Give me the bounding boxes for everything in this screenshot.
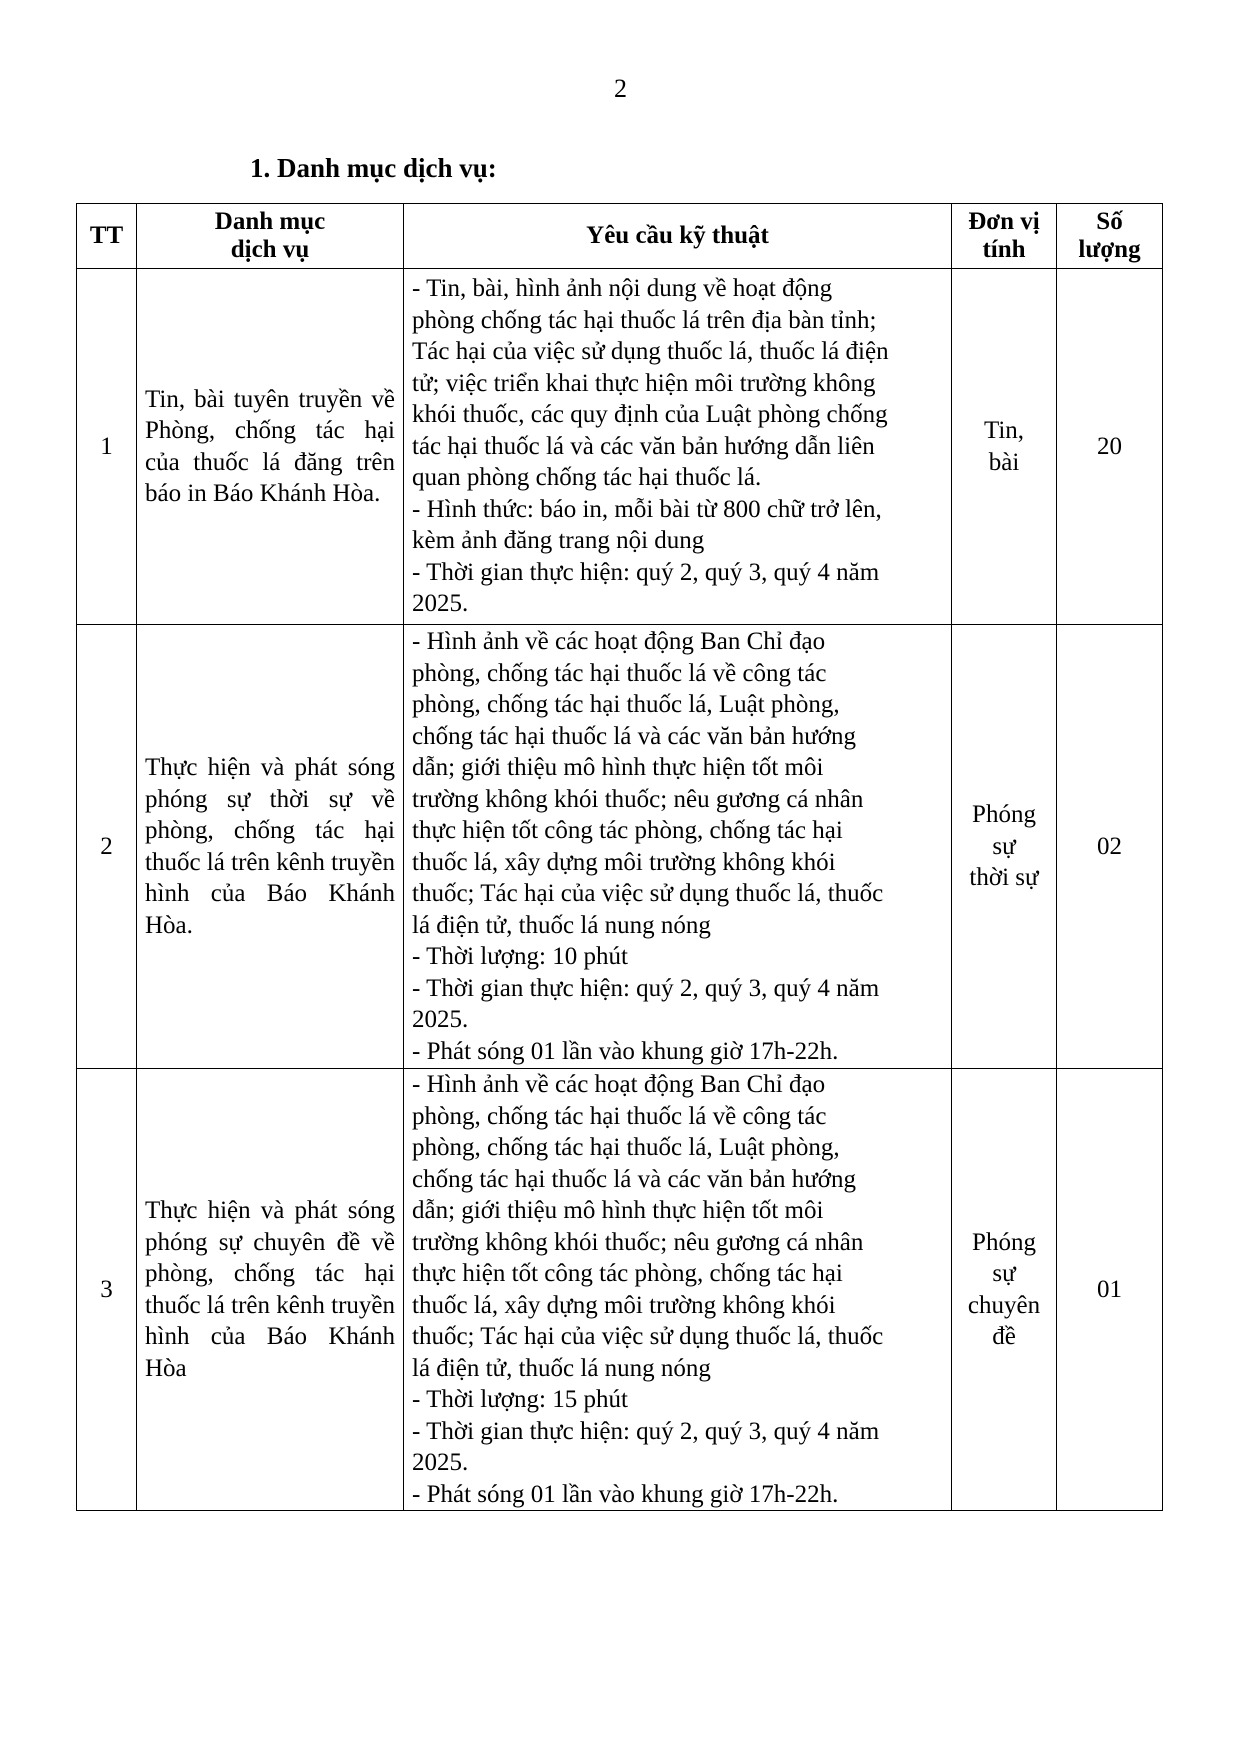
row-tt: 3 <box>77 1069 137 1511</box>
row-quantity: 20 <box>1057 269 1163 625</box>
requirement-line: phòng, chống tác hại thuốc lá về công tác <box>412 659 827 687</box>
table-row <box>77 625 1163 1069</box>
requirement-line: - Hình ảnh về các hoạt động Ban Chỉ đạo <box>412 628 826 655</box>
row-requirements <box>404 1069 952 1511</box>
requirement-line: 2025. <box>412 1006 469 1033</box>
row-unit-line: Phóng <box>972 1228 1036 1256</box>
requirement-line: quan phòng chống tác hại thuốc lá. <box>412 464 762 492</box>
requirement-line: 2025. <box>412 1449 469 1476</box>
row-service: Thực hiện và phát sóng phóng sự chuyên đề về phòng, chống tác hại thuốc lá trên kênh truyền hình của Báo Khánh Hòa <box>137 1069 404 1511</box>
requirement-line: lá điện tử, thuốc lá nung nóng <box>412 1354 711 1382</box>
requirement-line: kèm ảnh đăng trang nội dung <box>412 527 705 555</box>
requirement-line: thuốc; Tác hại của việc sử dụng thuốc lá, thuốc <box>412 1323 884 1350</box>
requirement-line: trường không khói thuốc; nêu gương cá nhân <box>412 1228 864 1256</box>
requirement-line: - Phát sóng 01 lần vào khung giờ 17h-22h. <box>412 1480 839 1508</box>
header-tt: TT <box>77 204 137 269</box>
requirement-line: phòng, chống tác hại thuốc lá, Luật phòng, <box>412 1134 840 1161</box>
requirement-line: lá điện tử, thuốc lá nung nóng <box>412 911 711 939</box>
requirement-line: - Thời gian thực hiện: quý 2, quý 3, quý 4 năm <box>412 974 880 1002</box>
row-tt: 2 <box>77 625 137 1069</box>
requirement-line: - Thời lượng: 10 phút <box>412 943 628 970</box>
requirement-line: dẫn; giới thiệu mô hình thực hiện tốt môi <box>412 1197 824 1224</box>
row-requirements <box>404 269 952 625</box>
requirement-line: phòng chống tác hại thuốc lá trên địa bàn tỉnh; <box>412 306 877 334</box>
requirement-line: tử; việc triển khai thực hiện môi trường không <box>412 369 876 397</box>
requirement-line: - Thời gian thực hiện: quý 2, quý 3, quý 4 năm <box>412 1417 880 1445</box>
services-table <box>76 203 1163 1511</box>
requirement-line: tác hại thuốc lá và các văn bản hướng dẫn liên <box>412 432 875 460</box>
row-unit-line: Tin, <box>983 417 1025 444</box>
requirement-line: phòng, chống tác hại thuốc lá, Luật phòng, <box>412 691 840 718</box>
row-tt: 1 <box>77 269 137 625</box>
requirement-line: phòng, chống tác hại thuốc lá về công tác <box>412 1102 827 1130</box>
header-unit <box>952 204 1057 269</box>
header-service-line1: Danh mục <box>214 208 326 235</box>
requirement-line: thực hiện tốt công tác phòng, chống tác hại <box>412 1260 843 1287</box>
requirement-line: thuốc lá, xây dựng môi trường không khói <box>412 848 836 876</box>
row-quantity: 02 <box>1057 625 1163 1069</box>
row-unit <box>952 269 1057 625</box>
row-unit-line: chuyên <box>967 1291 1041 1319</box>
row-unit-line: đề <box>992 1323 1016 1350</box>
row-requirements <box>404 625 952 1069</box>
requirement-line: - Hình thức: báo in, mỗi bài từ 800 chữ trở lên, <box>412 495 882 523</box>
row-service: Thực hiện và phát sóng phóng sự thời sự về phòng, chống tác hại thuốc lá trên kênh truyền hình của Báo Khánh Hòa. <box>137 625 404 1069</box>
requirement-line: Tác hại của việc sử dụng thuốc lá, thuốc lá điện <box>412 338 889 366</box>
requirement-line: 2025. <box>412 590 469 618</box>
row-unit <box>952 625 1057 1069</box>
row-quantity: 01 <box>1057 1069 1163 1511</box>
requirement-line: chống tác hại thuốc lá và các văn bản hướng <box>412 722 856 750</box>
requirement-line: - Hình ảnh về các hoạt động Ban Chỉ đạo <box>412 1071 826 1098</box>
row-unit-line: sự <box>992 832 1016 860</box>
requirement-line: chống tác hại thuốc lá và các văn bản hướng <box>412 1165 856 1193</box>
requirement-line: - Phát sóng 01 lần vào khung giờ 17h-22h. <box>412 1037 839 1065</box>
header-service-line2: dịch vụ <box>230 236 310 263</box>
header-requirements: Yêu cầu kỹ thuật <box>404 204 952 269</box>
row-unit <box>952 1069 1057 1511</box>
requirement-line: dẫn; giới thiệu mô hình thực hiện tốt môi <box>412 754 824 781</box>
requirement-line: thuốc lá, xây dựng môi trường không khói <box>412 1291 836 1319</box>
header-qty-line1: Số <box>1096 208 1123 235</box>
requirement-line: - Thời gian thực hiện: quý 2, quý 3, quý 4 năm <box>412 558 880 586</box>
row-service: Tin, bài tuyên truyền về Phòng, chống tác hại của thuốc lá đăng trên báo in Báo Khánh Hòa. <box>137 269 404 625</box>
row-unit-line: sự <box>992 1260 1016 1287</box>
section-title: 1. Danh mục dịch vụ: <box>250 153 497 183</box>
header-unit-line2: tính <box>982 236 1026 263</box>
header-qty-line2: lượng <box>1078 236 1141 263</box>
header-service <box>137 204 404 269</box>
requirement-line: - Tin, bài, hình ảnh nội dung về hoạt động <box>412 275 833 303</box>
header-unit-line1: Đơn vị <box>968 208 1040 235</box>
row-unit-line: thời sự <box>969 864 1039 892</box>
row-unit-line: bài <box>988 448 1020 476</box>
table-row <box>77 1069 1163 1511</box>
page-number: 2 <box>614 74 627 103</box>
requirement-line: - Thời lượng: 15 phút <box>412 1386 628 1413</box>
requirement-line: trường không khói thuốc; nêu gương cá nhân <box>412 785 864 813</box>
header-quantity <box>1057 204 1163 269</box>
requirement-line: khói thuốc, các quy định của Luật phòng chống <box>412 401 888 429</box>
requirement-line: thực hiện tốt công tác phòng, chống tác hại <box>412 817 843 844</box>
table-row <box>77 269 1163 625</box>
row-unit-line: Phóng <box>972 801 1036 829</box>
requirement-line: thuốc; Tác hại của việc sử dụng thuốc lá, thuốc <box>412 880 884 907</box>
table-header-row <box>77 204 1163 269</box>
